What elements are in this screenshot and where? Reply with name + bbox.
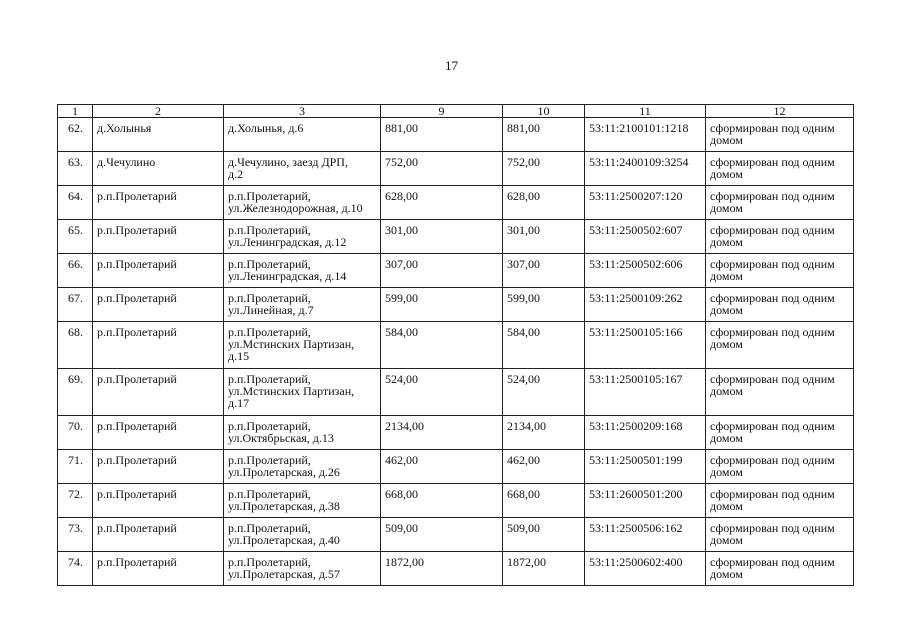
land-plots-table (57, 104, 854, 586)
address-cell: р.п.Пролетарий, ул.Пролетарская, д.38 (224, 484, 381, 518)
area-cell: 628,00 (381, 186, 503, 220)
column-header: 2 (93, 105, 224, 118)
area-cell: 752,00 (503, 152, 585, 186)
area-cell: 1872,00 (381, 552, 503, 586)
locality-cell: р.п.Пролетарий (93, 220, 224, 254)
row-number-cell: 71. (58, 450, 93, 484)
column-header: 9 (381, 105, 503, 118)
cadastral-number-cell: 53:11:2500502:606 (585, 254, 706, 288)
area-cell: 881,00 (503, 118, 585, 152)
status-cell: сформирован под одним домом (706, 484, 854, 518)
row-number-cell: 70. (58, 416, 93, 450)
table-row (58, 288, 854, 322)
cadastral-number-cell: 53:11:2100101:1218 (585, 118, 706, 152)
column-header: 1 (58, 105, 93, 118)
page-number: 17 (445, 58, 458, 73)
table-row (58, 254, 854, 288)
table-row (58, 369, 854, 416)
area-cell: 307,00 (381, 254, 503, 288)
cadastral-number-cell: 53:11:2500105:167 (585, 369, 706, 416)
row-number-cell: 73. (58, 518, 93, 552)
cadastral-number-cell: 53:11:2600501:200 (585, 484, 706, 518)
cadastral-number-cell: 53:11:2500207:120 (585, 186, 706, 220)
status-cell: сформирован под одним домом (706, 152, 854, 186)
row-number-cell: 68. (58, 322, 93, 369)
cadastral-number-cell: 53:11:2500105:166 (585, 322, 706, 369)
table-body (58, 118, 854, 586)
status-cell: сформирован под одним домом (706, 118, 854, 152)
column-header: 3 (224, 105, 381, 118)
column-header: 11 (585, 105, 706, 118)
status-cell: сформирован под одним домом (706, 186, 854, 220)
address-cell: д.Чечулино, заезд ДРП, д.2 (224, 152, 381, 186)
area-cell: 307,00 (503, 254, 585, 288)
table-row (58, 416, 854, 450)
locality-cell: р.п.Пролетарий (93, 369, 224, 416)
locality-cell: р.п.Пролетарий (93, 416, 224, 450)
table-row (58, 552, 854, 586)
status-cell: сформирован под одним домом (706, 322, 854, 369)
locality-cell: д.Чечулино (93, 152, 224, 186)
status-cell: сформирован под одним домом (706, 450, 854, 484)
area-cell: 668,00 (381, 484, 503, 518)
area-cell: 462,00 (503, 450, 585, 484)
locality-cell: р.п.Пролетарий (93, 518, 224, 552)
row-number-cell: 65. (58, 220, 93, 254)
locality-cell: р.п.Пролетарий (93, 322, 224, 369)
address-cell: р.п.Пролетарий, ул.Пролетарская, д.26 (224, 450, 381, 484)
column-header: 10 (503, 105, 585, 118)
address-cell: р.п.Пролетарий, ул.Ленинградская, д.14 (224, 254, 381, 288)
locality-cell: р.п.Пролетарий (93, 186, 224, 220)
area-cell: 524,00 (503, 369, 585, 416)
row-number-cell: 72. (58, 484, 93, 518)
table-row (58, 186, 854, 220)
area-cell: 599,00 (381, 288, 503, 322)
address-cell: р.п.Пролетарий, ул.Мстинских Партизан, д.17 (224, 369, 381, 416)
table-row (58, 152, 854, 186)
row-number-cell: 66. (58, 254, 93, 288)
table-row (58, 220, 854, 254)
address-cell: р.п.Пролетарий, ул.Ленинградская, д.12 (224, 220, 381, 254)
status-cell: сформирован под одним домом (706, 254, 854, 288)
area-cell: 301,00 (381, 220, 503, 254)
cadastral-number-cell: 53:11:2500109:262 (585, 288, 706, 322)
area-cell: 509,00 (381, 518, 503, 552)
area-cell: 599,00 (503, 288, 585, 322)
locality-cell: р.п.Пролетарий (93, 254, 224, 288)
area-cell: 668,00 (503, 484, 585, 518)
area-cell: 584,00 (503, 322, 585, 369)
area-cell: 524,00 (381, 369, 503, 416)
table-row (58, 450, 854, 484)
status-cell: сформирован под одним домом (706, 552, 854, 586)
cadastral-number-cell: 53:11:2500602:400 (585, 552, 706, 586)
row-number-cell: 64. (58, 186, 93, 220)
table-row (58, 118, 854, 152)
status-cell: сформирован под одним домом (706, 416, 854, 450)
locality-cell: р.п.Пролетарий (93, 288, 224, 322)
row-number-cell: 67. (58, 288, 93, 322)
cadastral-number-cell: 53:11:2500502:607 (585, 220, 706, 254)
row-number-cell: 62. (58, 118, 93, 152)
area-cell: 2134,00 (503, 416, 585, 450)
area-cell: 584,00 (381, 322, 503, 369)
cadastral-number-cell: 53:11:2500506:162 (585, 518, 706, 552)
area-cell: 509,00 (503, 518, 585, 552)
area-cell: 881,00 (381, 118, 503, 152)
table-row (58, 322, 854, 369)
row-number-cell: 63. (58, 152, 93, 186)
row-number-cell: 74. (58, 552, 93, 586)
address-cell: р.п.Пролетарий, ул.Октябрьская, д.13 (224, 416, 381, 450)
locality-cell: д.Холынья (93, 118, 224, 152)
address-cell: р.п.Пролетарий, ул.Линейная, д.7 (224, 288, 381, 322)
address-cell: д.Холынья, д.6 (224, 118, 381, 152)
cadastral-number-cell: 53:11:2500209:168 (585, 416, 706, 450)
area-cell: 628,00 (503, 186, 585, 220)
address-cell: р.п.Пролетарий, ул.Пролетарская, д.40 (224, 518, 381, 552)
status-cell: сформирован под одним домом (706, 518, 854, 552)
column-number-row (58, 105, 854, 118)
table-row (58, 518, 854, 552)
cadastral-number-cell: 53:11:2500501:199 (585, 450, 706, 484)
address-cell: р.п.Пролетарий, ул.Пролетарская, д.57 (224, 552, 381, 586)
locality-cell: р.п.Пролетарий (93, 552, 224, 586)
cadastral-number-cell: 53:11:2400109:3254 (585, 152, 706, 186)
area-cell: 301,00 (503, 220, 585, 254)
status-cell: сформирован под одним домом (706, 369, 854, 416)
locality-cell: р.п.Пролетарий (93, 484, 224, 518)
address-cell: р.п.Пролетарий, ул.Железнодорожная, д.10 (224, 186, 381, 220)
area-cell: 1872,00 (503, 552, 585, 586)
row-number-cell: 69. (58, 369, 93, 416)
address-cell: р.п.Пролетарий, ул.Мстинских Партизан, д.15 (224, 322, 381, 369)
area-cell: 2134,00 (381, 416, 503, 450)
locality-cell: р.п.Пролетарий (93, 450, 224, 484)
area-cell: 462,00 (381, 450, 503, 484)
status-cell: сформирован под одним домом (706, 220, 854, 254)
status-cell: сформирован под одним домом (706, 288, 854, 322)
table-row (58, 484, 854, 518)
column-header: 12 (706, 105, 854, 118)
area-cell: 752,00 (381, 152, 503, 186)
